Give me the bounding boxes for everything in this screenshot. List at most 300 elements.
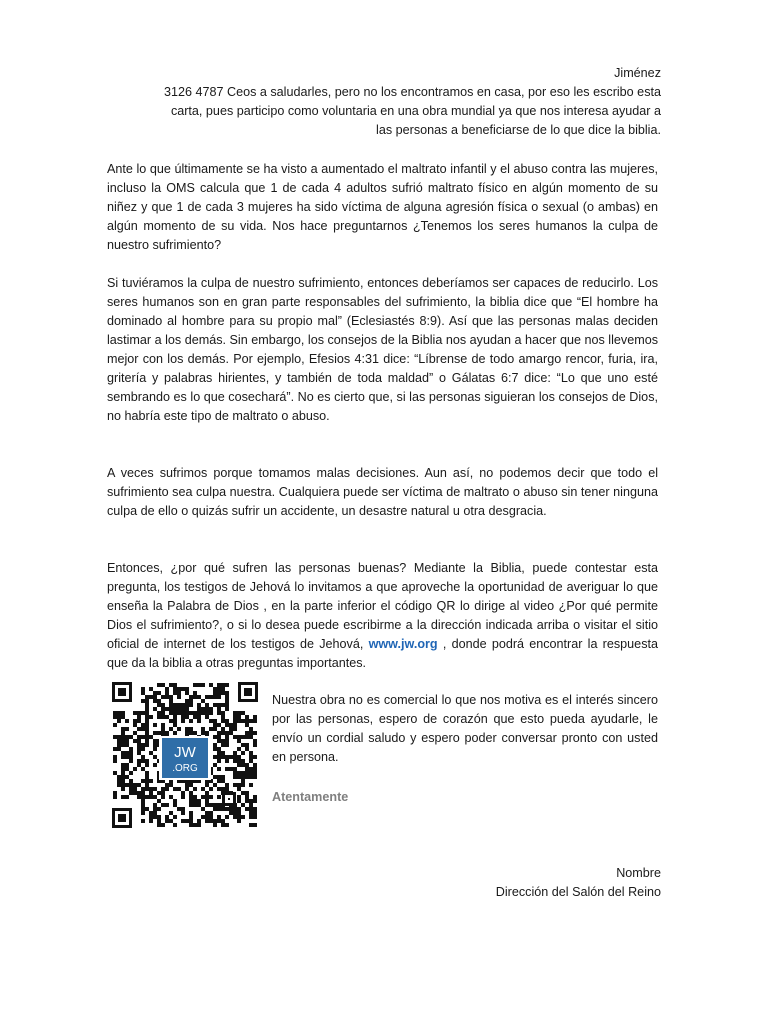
qr-module xyxy=(165,695,169,699)
qr-module xyxy=(129,783,133,787)
qr-module xyxy=(233,767,237,771)
qr-module xyxy=(113,795,117,799)
qr-module xyxy=(149,819,153,823)
qr-module xyxy=(193,823,197,827)
qr-module xyxy=(217,735,221,739)
qr-module xyxy=(209,815,213,819)
qr-module xyxy=(221,779,225,783)
qr-module xyxy=(169,707,173,711)
qr-module xyxy=(145,763,149,767)
qr-module xyxy=(185,731,189,735)
qr-module xyxy=(181,811,185,815)
qr-module xyxy=(245,763,249,767)
qr-module xyxy=(141,807,145,811)
qr-module xyxy=(145,743,149,747)
qr-module xyxy=(225,723,229,727)
qr-module xyxy=(149,687,153,691)
qr-module xyxy=(173,823,177,827)
qr-module xyxy=(113,735,117,739)
qr-module xyxy=(157,791,161,795)
qr-module xyxy=(117,711,121,715)
qr-module xyxy=(121,779,125,783)
qr-module xyxy=(233,715,237,719)
qr-module xyxy=(153,743,157,747)
qr-module xyxy=(149,815,153,819)
qr-module xyxy=(121,763,125,767)
qr-module xyxy=(205,795,209,799)
qr-module xyxy=(217,731,221,735)
qr-module xyxy=(141,723,145,727)
qr-module xyxy=(201,711,205,715)
qr-module xyxy=(213,775,217,779)
qr-module xyxy=(129,771,133,775)
qr-module xyxy=(177,727,181,731)
qr-module xyxy=(213,691,217,695)
qr-module xyxy=(145,739,149,743)
qr-module xyxy=(121,735,125,739)
qr-module xyxy=(245,723,249,727)
qr-module xyxy=(173,687,177,691)
qr-module xyxy=(121,743,125,747)
qr-module xyxy=(217,759,221,763)
qr-module xyxy=(129,787,133,791)
qr-module xyxy=(173,707,177,711)
qr-module xyxy=(217,755,221,759)
qr-module xyxy=(225,759,229,763)
qr-module xyxy=(173,691,177,695)
qr-module xyxy=(161,683,165,687)
qr-module xyxy=(129,759,133,763)
qr-module xyxy=(149,751,153,755)
qr-module xyxy=(201,683,205,687)
qr-module xyxy=(189,823,193,827)
qr-module xyxy=(193,695,197,699)
qr-module xyxy=(153,815,157,819)
qr-module xyxy=(205,703,209,707)
paragraph-text: A veces sufrimos porque tomamos malas decisiones. Aun así, no podemos decir que todo el sufrimiento sea culpa nuestra. Cualquiera puede ser víctima de maltrato o abuso sin tener ninguna culpa de ello o quizás sufrir un accidente, un desastre natural u otra desgracia. xyxy=(107,466,658,518)
qr-module xyxy=(197,711,201,715)
qr-module xyxy=(185,707,189,711)
qr-module xyxy=(153,795,157,799)
qr-module xyxy=(217,707,221,711)
qr-module xyxy=(253,743,257,747)
qr-module xyxy=(161,823,165,827)
qr-module xyxy=(225,695,229,699)
qr-module xyxy=(217,767,221,771)
qr-module xyxy=(173,787,177,791)
qr-module xyxy=(189,815,193,819)
qr-module xyxy=(157,691,161,695)
sign-off: Atentamente xyxy=(272,790,349,804)
qr-module xyxy=(229,811,233,815)
qr-module xyxy=(221,743,225,747)
qr-module xyxy=(145,727,149,731)
qr-module xyxy=(121,711,125,715)
qr-module xyxy=(197,695,201,699)
qr-module xyxy=(249,807,253,811)
qr-module xyxy=(253,795,257,799)
qr-module xyxy=(193,787,197,791)
qr-module xyxy=(137,783,141,787)
qr-module xyxy=(201,795,205,799)
qr-module xyxy=(217,703,221,707)
qr-module xyxy=(129,779,133,783)
qr-module xyxy=(137,795,141,799)
qr-module xyxy=(121,767,125,771)
qr-module xyxy=(137,751,141,755)
qr-module xyxy=(113,723,117,727)
qr-module xyxy=(217,807,221,811)
qr-module xyxy=(217,683,221,687)
qr-module xyxy=(201,699,205,703)
qr-module xyxy=(121,771,125,775)
qr-module xyxy=(233,811,237,815)
qr-module xyxy=(233,807,237,811)
qr-module xyxy=(221,751,225,755)
qr-module xyxy=(169,699,173,703)
qr-module xyxy=(161,787,165,791)
qr-module xyxy=(205,819,209,823)
qr-module xyxy=(137,735,141,739)
qr-module xyxy=(165,803,169,807)
qr-module xyxy=(173,799,177,803)
qr-module xyxy=(189,791,193,795)
sender-name: Nombre xyxy=(616,866,661,880)
qr-module xyxy=(157,699,161,703)
qr-module xyxy=(193,715,197,719)
qr-module xyxy=(225,739,229,743)
qr-module xyxy=(117,743,121,747)
qr-module xyxy=(241,719,245,723)
qr-module xyxy=(249,719,253,723)
qr-module xyxy=(177,807,181,811)
qr-module xyxy=(113,747,117,751)
qr-module xyxy=(237,775,241,779)
qr-module xyxy=(237,811,241,815)
qr-module xyxy=(157,711,161,715)
qr-module xyxy=(129,755,133,759)
recipient-name: Jiménez xyxy=(614,66,661,80)
qr-module xyxy=(217,723,221,727)
qr-module xyxy=(133,711,137,715)
qr-module xyxy=(241,783,245,787)
qr-module xyxy=(229,755,233,759)
qr-module xyxy=(217,795,221,799)
qr-module xyxy=(245,767,249,771)
qr-module xyxy=(181,791,185,795)
qr-module xyxy=(165,787,169,791)
qr-module xyxy=(181,795,185,799)
qr-module xyxy=(237,719,241,723)
qr-module xyxy=(217,751,221,755)
qr-module xyxy=(153,811,157,815)
qr-module xyxy=(201,707,205,711)
qr-module xyxy=(237,771,241,775)
qr-module xyxy=(181,719,185,723)
qr-module xyxy=(165,815,169,819)
qr-module xyxy=(213,723,217,727)
qr-module xyxy=(177,691,181,695)
qr-module xyxy=(145,715,149,719)
qr-module xyxy=(141,767,145,771)
qr-module xyxy=(217,775,221,779)
qr-module xyxy=(205,803,209,807)
qr-module xyxy=(249,735,253,739)
closing-text: Nuestra obra no es comercial lo que nos motiva es el interés sincero por las personas, espero de corazón que esto pueda ayudarle, le envío un cordial saludo y espero poder conversar pronto con usted en persona. xyxy=(272,693,658,764)
qr-module xyxy=(221,715,225,719)
qr-module xyxy=(197,823,201,827)
qr-module xyxy=(209,803,213,807)
qr-module xyxy=(189,811,193,815)
qr-module xyxy=(237,715,241,719)
qr-module xyxy=(253,755,257,759)
qr-module xyxy=(241,791,245,795)
qr-module xyxy=(157,715,161,719)
qr-module xyxy=(181,715,185,719)
qr-module xyxy=(229,727,233,731)
qr-module xyxy=(181,819,185,823)
qr-module xyxy=(173,683,177,687)
qr-module xyxy=(241,763,245,767)
qr-module xyxy=(153,699,157,703)
qr-module xyxy=(237,783,241,787)
qr-module xyxy=(137,719,141,723)
qr-module xyxy=(197,715,201,719)
qr-module xyxy=(133,719,137,723)
qr-module xyxy=(113,715,117,719)
jw-org-link[interactable]: www.jw.org xyxy=(368,637,438,651)
qr-module xyxy=(253,815,257,819)
closing-paragraph xyxy=(272,691,658,767)
qr-module xyxy=(253,771,257,775)
qr-module xyxy=(133,767,137,771)
qr-module xyxy=(225,719,229,723)
qr-module xyxy=(145,731,149,735)
qr-module xyxy=(221,719,225,723)
qr-module xyxy=(225,735,229,739)
qr-module xyxy=(213,807,217,811)
qr-module xyxy=(241,771,245,775)
qr-module xyxy=(173,723,177,727)
qr-module xyxy=(221,687,225,691)
qr-module xyxy=(141,691,145,695)
qr-module xyxy=(249,727,253,731)
qr-module xyxy=(173,715,177,719)
qr-module xyxy=(153,803,157,807)
qr-module xyxy=(133,791,137,795)
qr-module xyxy=(233,815,237,819)
qr-module xyxy=(233,719,237,723)
qr-module xyxy=(253,731,257,735)
qr-module xyxy=(213,703,217,707)
qr-module xyxy=(113,791,117,795)
qr-module xyxy=(217,819,221,823)
qr-module xyxy=(249,811,253,815)
qr-module xyxy=(249,771,253,775)
qr-module xyxy=(185,691,189,695)
qr-module xyxy=(249,759,253,763)
qr-module xyxy=(193,683,197,687)
qr-module xyxy=(165,687,169,691)
qr-module xyxy=(153,695,157,699)
qr-module xyxy=(141,687,145,691)
qr-module xyxy=(189,703,193,707)
qr-module xyxy=(221,703,225,707)
qr-module xyxy=(121,727,125,731)
qr-module xyxy=(145,795,149,799)
qr-module xyxy=(229,807,233,811)
qr-module xyxy=(213,727,217,731)
qr-module xyxy=(141,727,145,731)
qr-module xyxy=(161,711,165,715)
qr-module xyxy=(225,699,229,703)
qr-module xyxy=(137,759,141,763)
qr-module xyxy=(189,699,193,703)
qr-module xyxy=(133,723,137,727)
qr-module xyxy=(213,755,217,759)
qr-module xyxy=(217,691,221,695)
qr-module xyxy=(113,711,117,715)
qr-module xyxy=(157,703,161,707)
qr-module xyxy=(153,787,157,791)
qr-module xyxy=(177,707,181,711)
qr-module xyxy=(121,751,125,755)
qr-module xyxy=(117,735,121,739)
qr-module xyxy=(157,807,161,811)
qr-module xyxy=(145,695,149,699)
qr-module xyxy=(153,739,157,743)
qr-module xyxy=(233,771,237,775)
qr-module xyxy=(221,731,225,735)
qr-module xyxy=(213,763,217,767)
qr-module xyxy=(185,711,189,715)
qr-module xyxy=(249,815,253,819)
qr-module xyxy=(217,695,221,699)
qr-module xyxy=(129,735,133,739)
qr-module xyxy=(141,791,145,795)
qr-module xyxy=(205,707,209,711)
qr-module xyxy=(193,691,197,695)
qr-module xyxy=(189,727,193,731)
qr-module xyxy=(137,739,141,743)
qr-module xyxy=(145,759,149,763)
qr-module xyxy=(249,751,253,755)
qr-module xyxy=(173,711,177,715)
qr-module xyxy=(169,819,173,823)
qr-module xyxy=(149,791,153,795)
qr-module xyxy=(249,775,253,779)
qr-module xyxy=(221,807,225,811)
qr-module xyxy=(253,767,257,771)
qr-module xyxy=(241,751,245,755)
qr-module xyxy=(253,739,257,743)
qr-module xyxy=(169,783,173,787)
qr-module xyxy=(153,723,157,727)
qr-module xyxy=(253,799,257,803)
qr-module xyxy=(117,715,121,719)
qr-module xyxy=(225,743,229,747)
qr-module xyxy=(141,755,145,759)
intro-line-3: las personas a beneficiarse de lo que dice la biblia. xyxy=(376,123,661,137)
qr-module xyxy=(225,815,229,819)
qr-module xyxy=(253,719,257,723)
qr-module xyxy=(157,815,161,819)
paragraph-invitation xyxy=(107,559,658,673)
qr-module xyxy=(125,767,129,771)
qr-module xyxy=(193,803,197,807)
qr-module xyxy=(225,683,229,687)
qr-module xyxy=(209,711,213,715)
qr-module xyxy=(245,795,249,799)
qr-module xyxy=(141,795,145,799)
qr-module xyxy=(145,699,149,703)
qr-module xyxy=(237,755,241,759)
qr-module xyxy=(225,783,229,787)
qr-module xyxy=(125,751,129,755)
qr-module xyxy=(233,783,237,787)
qr-module xyxy=(161,723,165,727)
qr-module xyxy=(185,703,189,707)
qr-module xyxy=(221,691,225,695)
paragraph-bible-counsel xyxy=(107,274,658,426)
qr-module xyxy=(145,787,149,791)
qr-module xyxy=(245,799,249,803)
qr-module xyxy=(185,819,189,823)
qr-module xyxy=(157,823,161,827)
qr-module xyxy=(145,775,149,779)
intro-line-2: carta, pues participo como voluntaria en una obra mundial ya que nos interesa ayudar a xyxy=(170,104,661,118)
qr-module xyxy=(221,755,225,759)
qr-module xyxy=(173,731,177,735)
qr-module xyxy=(197,703,201,707)
qr-module xyxy=(213,735,217,739)
qr-module xyxy=(137,747,141,751)
qr-module xyxy=(245,735,249,739)
qr-module xyxy=(173,815,177,819)
qr-module xyxy=(125,719,129,723)
qr-module xyxy=(121,755,125,759)
qr-module xyxy=(165,691,169,695)
invitation-text: Entonces, ¿por qué sufren las personas buenas? Mediante la Biblia, puede contestar esta pregunta, los testigos de Jehová lo invitamos a que aproveche la oportunidad de averiguar lo que enseña la Palabra de Dios , en la parte inferior el código QR lo dirige al video ¿Por qué permite Dios el sufrimiento?, o si lo desea puede escribirme a la dirección indicada arriba o visitar el sitio oficial de internet de los testigos de Jehová, xyxy=(107,561,658,651)
qr-module xyxy=(209,811,213,815)
qr-module xyxy=(169,703,173,707)
qr-module xyxy=(165,819,169,823)
qr-module xyxy=(153,707,157,711)
qr-module xyxy=(237,795,241,799)
qr-module xyxy=(181,711,185,715)
qr-module xyxy=(157,799,161,803)
qr-module xyxy=(181,703,185,707)
qr-module xyxy=(213,783,217,787)
qr-module xyxy=(121,795,125,799)
qr-module xyxy=(229,767,233,771)
qr-module xyxy=(217,779,221,783)
qr-module xyxy=(149,715,153,719)
qr-module xyxy=(245,719,249,723)
qr-module xyxy=(133,731,137,735)
qr-module xyxy=(149,735,153,739)
qr-module xyxy=(177,787,181,791)
qr-module xyxy=(241,779,245,783)
qr-module xyxy=(153,763,157,767)
qr-module xyxy=(125,795,129,799)
qr-module xyxy=(249,767,253,771)
qr-module xyxy=(221,711,225,715)
qr-module xyxy=(221,683,225,687)
qr-module xyxy=(245,715,249,719)
qr-module xyxy=(245,775,249,779)
qr-module xyxy=(245,731,249,735)
